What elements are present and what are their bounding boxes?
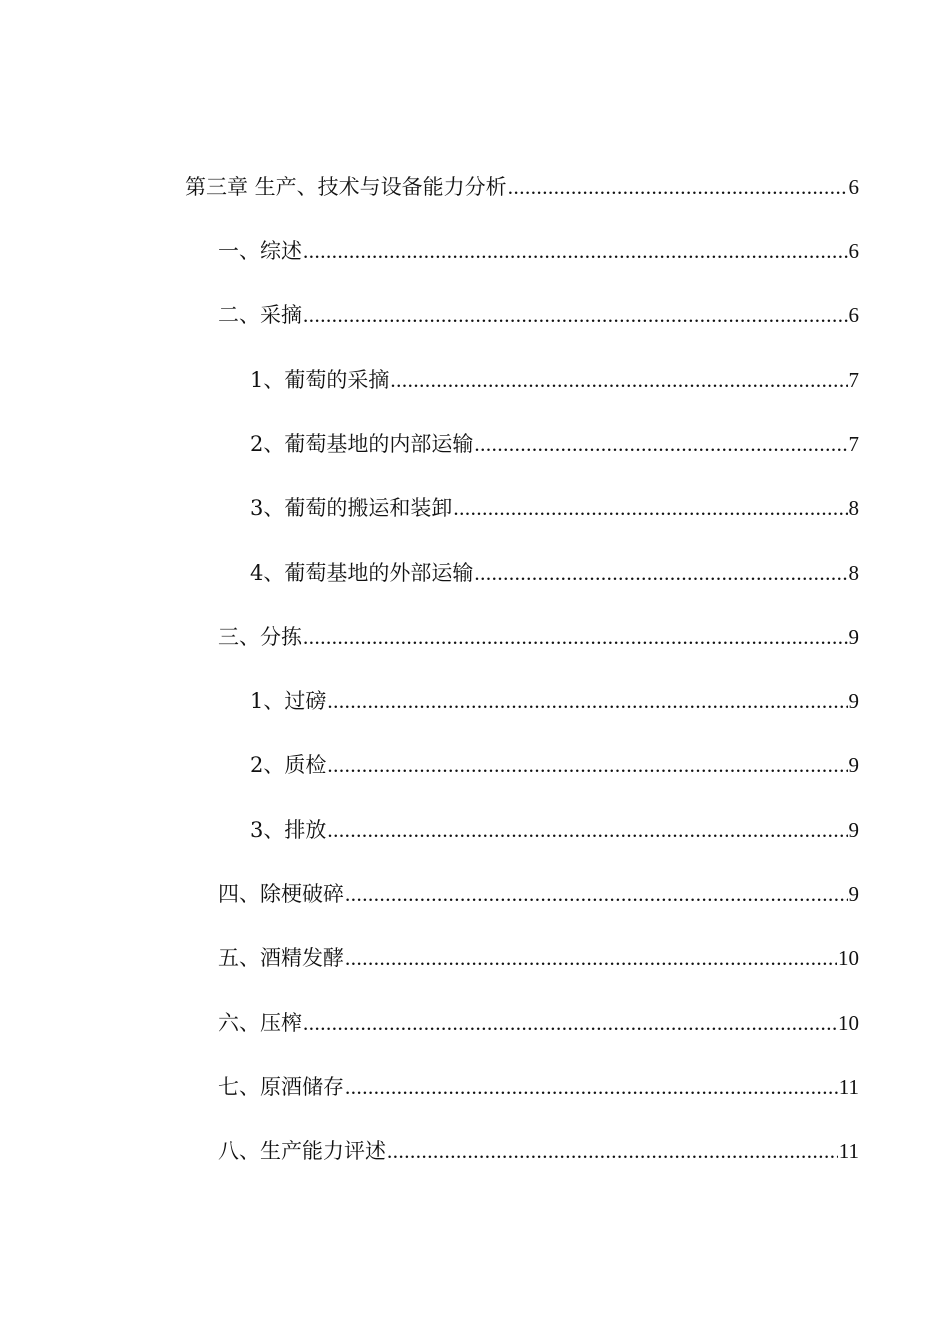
- toc-entry-internal-transport[interactable]: [250, 429, 859, 459]
- toc-entry-label: 3、排放: [250, 818, 327, 842]
- toc-page-number: 7: [848, 368, 859, 392]
- toc-entry-wine-storage[interactable]: [218, 1072, 859, 1102]
- toc-entry-label: 六、压榨: [218, 1011, 302, 1035]
- toc-entry-label: 二、采摘: [218, 303, 302, 327]
- dot-leader: [387, 1136, 838, 1166]
- dot-leader: [345, 943, 837, 973]
- dot-leader: [303, 236, 848, 266]
- toc-entry-external-transport[interactable]: [250, 558, 859, 588]
- toc-entry-label: 4、葡萄基地的外部运输: [250, 561, 474, 585]
- toc-entry-label: 第三章 生产、技术与设备能力分析: [185, 175, 507, 199]
- dot-leader: [390, 365, 847, 395]
- toc-page-number: 6: [848, 239, 859, 263]
- toc-page-number: 6: [848, 303, 859, 327]
- toc-entry-handling-loading[interactable]: [250, 493, 859, 523]
- dot-leader: [453, 493, 847, 523]
- toc-entry-unloading[interactable]: [250, 815, 859, 845]
- toc-page-number: 8: [848, 496, 859, 520]
- toc-page-number: 9: [848, 818, 859, 842]
- toc-entry-overview[interactable]: [218, 236, 859, 266]
- toc-page-number: 9: [848, 882, 859, 906]
- toc-entry-label: 四、除梗破碎: [218, 882, 344, 906]
- dot-leader: [303, 622, 848, 652]
- toc-entry-destemming-crushing[interactable]: [218, 879, 859, 909]
- toc-page-number: 8: [848, 561, 859, 585]
- dot-leader: [303, 300, 848, 330]
- toc-entry-label: 3、葡萄的搬运和装卸: [250, 496, 453, 520]
- toc-entry-label: 三、分拣: [218, 625, 302, 649]
- dot-leader: [327, 686, 847, 716]
- toc-entry-grape-picking[interactable]: [250, 365, 859, 395]
- dot-leader: [303, 1008, 837, 1038]
- toc-entry-picking[interactable]: [218, 300, 859, 330]
- toc-page-number: 9: [848, 753, 859, 777]
- toc-entry-weighing[interactable]: [250, 686, 859, 716]
- toc-entry-sorting[interactable]: [218, 622, 859, 652]
- toc-page-number: 10: [838, 1011, 859, 1035]
- toc-entry-alcoholic-fermentation[interactable]: [218, 943, 859, 973]
- toc-page-number: 11: [838, 1075, 859, 1099]
- toc-entry-label: 1、过磅: [250, 689, 327, 713]
- toc-page-number: 9: [848, 625, 859, 649]
- dot-leader: [327, 750, 847, 780]
- toc-entry-label: 2、葡萄基地的内部运输: [250, 432, 474, 456]
- dot-leader: [474, 429, 847, 459]
- toc-entry-label: 2、质检: [250, 753, 327, 777]
- toc-entry-label: 七、原酒储存: [218, 1075, 344, 1099]
- toc-entry-capacity-review[interactable]: [218, 1136, 859, 1166]
- toc-page-number: 6: [848, 175, 859, 199]
- toc-entry-chapter-3[interactable]: [185, 172, 859, 202]
- dot-leader: [345, 879, 848, 909]
- dot-leader: [327, 815, 847, 845]
- toc-page-number: 9: [848, 689, 859, 713]
- toc-page-number: 10: [838, 946, 859, 970]
- dot-leader: [345, 1072, 838, 1102]
- toc-entry-pressing[interactable]: [218, 1008, 859, 1038]
- toc-entry-label: 八、生产能力评述: [218, 1139, 386, 1163]
- dot-leader: [474, 558, 847, 588]
- toc-page-number: 7: [848, 432, 859, 456]
- toc-entry-label: 一、综述: [218, 239, 302, 263]
- toc-entry-quality-check[interactable]: [250, 750, 859, 780]
- toc-page-number: 11: [838, 1139, 859, 1163]
- dot-leader: [508, 172, 848, 202]
- toc-entry-label: 五、酒精发酵: [218, 946, 344, 970]
- toc-entry-label: 1、葡萄的采摘: [250, 368, 390, 392]
